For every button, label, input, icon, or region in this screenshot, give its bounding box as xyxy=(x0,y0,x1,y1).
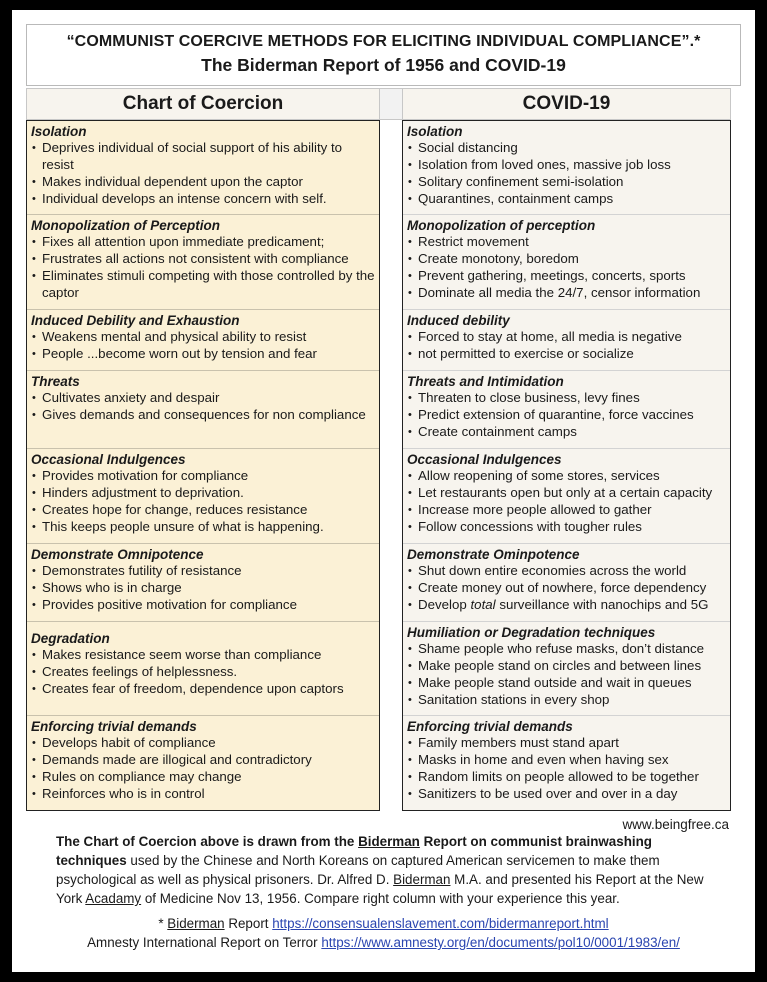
covid-bullet-item: • not permitted to exercise or socialize xyxy=(407,346,727,363)
covid-bullet-item: • Threaten to close business, levy fines xyxy=(407,390,727,407)
coercion-bullet-item: • Eliminates stimuli competing with those controlled by the captor xyxy=(31,268,376,302)
website-label: www.beingfree.ca xyxy=(622,817,729,832)
covid-bullet-item: • Create containment camps xyxy=(407,424,727,441)
covid-section-title: Threats and Intimidation xyxy=(407,374,564,389)
coercion-section-title: Enforcing trivial demands xyxy=(31,719,197,734)
explanation-paragraph xyxy=(56,832,717,908)
covid-section xyxy=(403,215,730,310)
covid-section xyxy=(403,716,730,810)
coercion-section xyxy=(27,310,379,371)
coercion-bullet-item: • Shows who is in charge xyxy=(31,580,376,597)
covid-bullet-item: • Create monotony, boredom xyxy=(407,251,727,268)
para-academy: Acadamy xyxy=(85,891,142,906)
para-bold-2: Report on communist brainwashing techniques xyxy=(56,834,652,868)
covid-section xyxy=(403,544,730,622)
coercion-bullet-item: • Creates hope for change, reduces resistance xyxy=(31,502,376,519)
title-box xyxy=(26,24,741,86)
document-sheet xyxy=(12,10,755,972)
covid-section-title: Enforcing trivial demands xyxy=(407,719,573,734)
header-covid-19: COVID-19 xyxy=(402,88,731,120)
covid-bullet-item: • Increase more people allowed to gather xyxy=(407,502,727,519)
ref2-label: Amnesty International Report on Terror xyxy=(87,935,322,950)
covid-bullet-item: • Dominate all media the 24/7, censor information xyxy=(407,285,727,302)
covid-bullet-list xyxy=(407,468,727,536)
covid-section-title: Monopolization of perception xyxy=(407,218,596,233)
para-text-2: M.A. and presented his Report at the New York xyxy=(56,872,704,906)
reference-biderman xyxy=(26,914,741,933)
coercion-bullet-item: • Develops habit of compliance xyxy=(31,735,376,752)
coercion-bullet-item: • People ...become worn out by tension and fear xyxy=(31,346,376,363)
coercion-bullet-item: • Demands made are illogical and contradictory xyxy=(31,752,376,769)
coercion-section-title: Isolation xyxy=(31,124,87,139)
covid-bullet-item: • Quarantines, containment camps xyxy=(407,191,727,208)
coercion-section-title: Induced Debility and Exhaustion xyxy=(31,313,240,328)
bullet-text-part: Develop xyxy=(418,596,471,612)
coercion-bullet-item: • Makes individual dependent upon the captor xyxy=(31,174,376,191)
coercion-bullet-item: • Fixes all attention upon immediate predicament; xyxy=(31,234,376,251)
para-biderman-2: Biderman xyxy=(393,872,451,887)
ref1-label: Report xyxy=(224,916,273,931)
main-title: “COMMUNIST COERCIVE METHODS FOR ELICITING INDIVIDUAL COMPLIANCE”.* xyxy=(66,33,701,50)
coercion-section-title: Degradation xyxy=(31,631,110,646)
covid-bullet-item: • Make people stand on circles and between lines xyxy=(407,658,727,675)
coercion-bullet-list xyxy=(31,468,376,536)
coercion-section xyxy=(27,449,379,544)
coercion-bullet-item: • Individual develops an intense concern with self. xyxy=(31,191,376,208)
coercion-bullet-list xyxy=(31,735,376,803)
footer xyxy=(26,817,741,952)
ref1-star: * xyxy=(158,916,168,931)
coercion-bullet-list xyxy=(31,329,376,363)
covid-bullet-item: • Let restaurants open but only at a certain capacity xyxy=(407,485,727,502)
covid-bullet-list xyxy=(407,390,727,441)
covid-bullet-item: • Shut down entire economies across the world xyxy=(407,563,727,580)
header-gap xyxy=(380,88,402,120)
covid-bullet-list xyxy=(407,234,727,302)
coercion-bullet-item: • Provides positive motivation for compliance xyxy=(31,597,376,614)
covid-section xyxy=(403,310,730,371)
amnesty-report-link[interactable]: https://www.amnesty.org/en/documents/pol10/0001/1983/en/ xyxy=(321,935,680,950)
comparison-table xyxy=(26,120,741,811)
coercion-section-title: Monopolization of Perception xyxy=(31,218,220,233)
coercion-bullet-item: • Provides motivation for compliance xyxy=(31,468,376,485)
covid-section xyxy=(403,449,730,544)
para-text-3: of Medicine Nov 13, 1956. Compare right column with your experience this year. xyxy=(141,891,620,906)
coercion-bullet-item: • Creates fear of freedom, dependence upon captors xyxy=(31,681,376,698)
coercion-bullet-list xyxy=(31,234,376,302)
coercion-bullet-item: • Weakens mental and physical ability to resist xyxy=(31,329,376,346)
covid-bullet-item xyxy=(407,597,727,614)
covid-section xyxy=(403,622,730,716)
coercion-bullet-list xyxy=(31,390,376,424)
coercion-section xyxy=(27,215,379,310)
covid-bullet-item: • Family members must stand apart xyxy=(407,735,727,752)
coercion-section-title: Demonstrate Omnipotence xyxy=(31,547,204,562)
covid-bullet-item: • Forced to stay at home, all media is negative xyxy=(407,329,727,346)
para-biderman-1: Biderman xyxy=(358,834,420,849)
reference-amnesty xyxy=(26,933,741,952)
covid-bullet-item: • Restrict movement xyxy=(407,234,727,251)
coercion-bullet-item: • Gives demands and consequences for non compliance xyxy=(31,407,376,424)
covid-bullet-item: • Solitary confinement semi-isolation xyxy=(407,174,727,191)
coercion-section xyxy=(27,622,379,716)
covid-column xyxy=(402,120,731,811)
covid-bullet-list xyxy=(407,329,727,363)
coercion-section-title: Occasional Indulgences xyxy=(31,452,186,467)
coercion-bullet-item: • Creates feelings of helplessness. xyxy=(31,664,376,681)
covid-section-title: Induced debility xyxy=(407,313,510,328)
covid-bullet-list xyxy=(407,140,727,208)
column-gap xyxy=(380,120,402,811)
covid-section-title: Occasional Indulgences xyxy=(407,452,562,467)
coercion-section xyxy=(27,716,379,810)
covid-bullet-item: • Isolation from loved ones, massive job loss xyxy=(407,157,727,174)
coercion-bullet-item: • Demonstrates futility of resistance xyxy=(31,563,376,580)
coercion-bullet-list xyxy=(31,647,376,698)
coercion-section xyxy=(27,121,379,215)
biderman-report-link[interactable]: https://consensualenslavement.com/bidermanreport.html xyxy=(272,916,609,931)
subtitle: The Biderman Report of 1956 and COVID-19 xyxy=(201,55,566,75)
covid-bullet-item: • Allow reopening of some stores, services xyxy=(407,468,727,485)
covid-section-title: Humiliation or Degradation techniques xyxy=(407,625,656,640)
covid-section xyxy=(403,121,730,215)
bullet-text-part: surveillance with nanochips and 5G xyxy=(495,596,709,612)
coercion-bullet-item: • This keeps people unsure of what is happening. xyxy=(31,519,376,536)
covid-section xyxy=(403,371,730,449)
para-bold-1: The Chart of Coercion above is drawn from the xyxy=(56,834,359,849)
coercion-bullet-item: • Deprives individual of social support of his ability to resist xyxy=(31,140,376,174)
covid-bullet-item: • Sanitation stations in every shop xyxy=(407,692,727,709)
covid-bullet-item: • Masks in home and even when having sex xyxy=(407,752,727,769)
coercion-bullet-item: • Frustrates all actions not consistent with compliance xyxy=(31,251,376,268)
coercion-section xyxy=(27,544,379,622)
covid-bullet-item: • Create money out of nowhere, force dependency xyxy=(407,580,727,597)
para-text-1: used by the Chinese and North Koreans on captured American servicemen to make them psychological as well as physical prisoners. Dr. Alfred D. xyxy=(56,853,660,887)
covid-section-title: Isolation xyxy=(407,124,463,139)
coercion-bullet-list xyxy=(31,563,376,614)
covid-bullet-item: • Random limits on people allowed to be together xyxy=(407,769,727,786)
coercion-bullet-item: • Rules on compliance may change xyxy=(31,769,376,786)
coercion-section xyxy=(27,371,379,449)
covid-bullet-item: • Shame people who refuse masks, don’t distance xyxy=(407,641,727,658)
covid-bullet-item: • Predict extension of quarantine, force vaccines xyxy=(407,407,727,424)
covid-bullet-item: • Make people stand outside and wait in queues xyxy=(407,675,727,692)
covid-bullet-item: • Follow concessions with tougher rules xyxy=(407,519,727,536)
coercion-bullet-item: • Cultivates anxiety and despair xyxy=(31,390,376,407)
references xyxy=(26,914,741,952)
covid-bullet-item: • Social distancing xyxy=(407,140,727,157)
header-chart-of-coercion: Chart of Coercion xyxy=(26,88,380,120)
covid-section-title: Demonstrate Ominpotence xyxy=(407,547,580,562)
covid-bullet-item: • Sanitizers to be used over and over in a day xyxy=(407,786,727,803)
column-headers xyxy=(26,88,741,120)
coercion-bullet-list xyxy=(31,140,376,208)
covid-bullet-list xyxy=(407,641,727,709)
coercion-bullet-item: • Reinforces who is in control xyxy=(31,786,376,803)
ref1-name: Biderman xyxy=(167,916,225,931)
coercion-section-title: Threats xyxy=(31,374,80,389)
coercion-column xyxy=(26,120,380,811)
coercion-bullet-item: • Hinders adjustment to deprivation. xyxy=(31,485,376,502)
covid-bullet-item: • Prevent gathering, meetings, concerts, sports xyxy=(407,268,727,285)
covid-bullet-list xyxy=(407,735,727,803)
coercion-bullet-item: • Makes resistance seem worse than compliance xyxy=(31,647,376,664)
bullet-emphasis: total xyxy=(470,596,496,612)
covid-bullet-list xyxy=(407,563,727,614)
